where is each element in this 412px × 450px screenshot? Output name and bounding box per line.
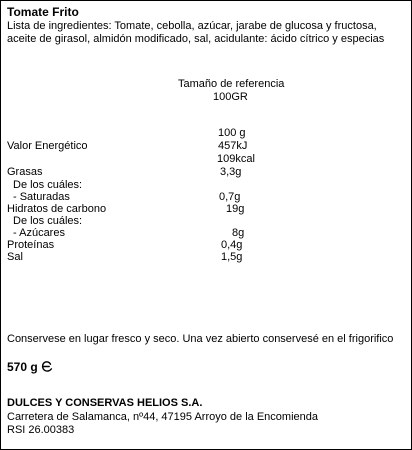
nutrient-sub-header-fat: De los cuáles: (13, 179, 83, 191)
nutrient-label-protein: Proteínas (7, 239, 55, 251)
nutrient-value-salt: 1,5g (221, 251, 243, 263)
nutrient-label-sugars: - Azúcares (13, 227, 65, 239)
ingredients-line-1: Lista de ingredientes: Tomate, cebolla, azúcar, jarabe de glucosa y fructosa, (7, 20, 377, 32)
nutrient-value-protein: 0,4g (221, 239, 243, 251)
nutrient-label-energy: Valor Energético (7, 140, 88, 152)
net-quantity: 570 g (7, 360, 38, 374)
nutrient-value-carbs: 19g (226, 203, 245, 215)
storage-instructions: Conservese en lugar fresco y seco. Una vez abierto conservesé en el frigorifico (7, 333, 394, 345)
reference-amount: 100GR (213, 91, 248, 103)
product-title: Tomate Frito (7, 5, 79, 19)
nutrient-value-fat: 3,3g (220, 166, 242, 178)
company-rsi: RSI 26.00383 (7, 424, 75, 436)
company-name: DULCES Y CONSERVAS HELIOS S.A. (7, 397, 203, 409)
nutrient-label-fat: Grasas (7, 166, 43, 178)
amount-header: 100 g (218, 127, 246, 139)
nutrient-label-saturated: - Saturadas (13, 191, 70, 203)
ingredients-line-2: aceite de girasol, almidón modificado, sal, acidulante: ácido cítrico y especias (7, 33, 385, 45)
nutrient-value-saturated: 0,7g (219, 191, 241, 203)
company-address: Carretera de Salamanca, nº44, 47195 Arroyo de la Encomienda (7, 411, 318, 423)
nutrient-label-salt: Sal (7, 251, 23, 263)
nutrient-value-energy-kj: 457kJ (218, 140, 248, 152)
reference-label: Tamaño de referencia (178, 78, 285, 90)
estimated-sign-icon (40, 360, 53, 373)
nutrient-label-carbs: Hidratos de carbono (7, 203, 107, 215)
nutrient-value-sugars: 8g (232, 227, 245, 239)
nutrient-sub-header-carbs: De los cuáles: (13, 215, 83, 227)
nutrient-value-energy-kcal: 109kcal (217, 153, 255, 165)
